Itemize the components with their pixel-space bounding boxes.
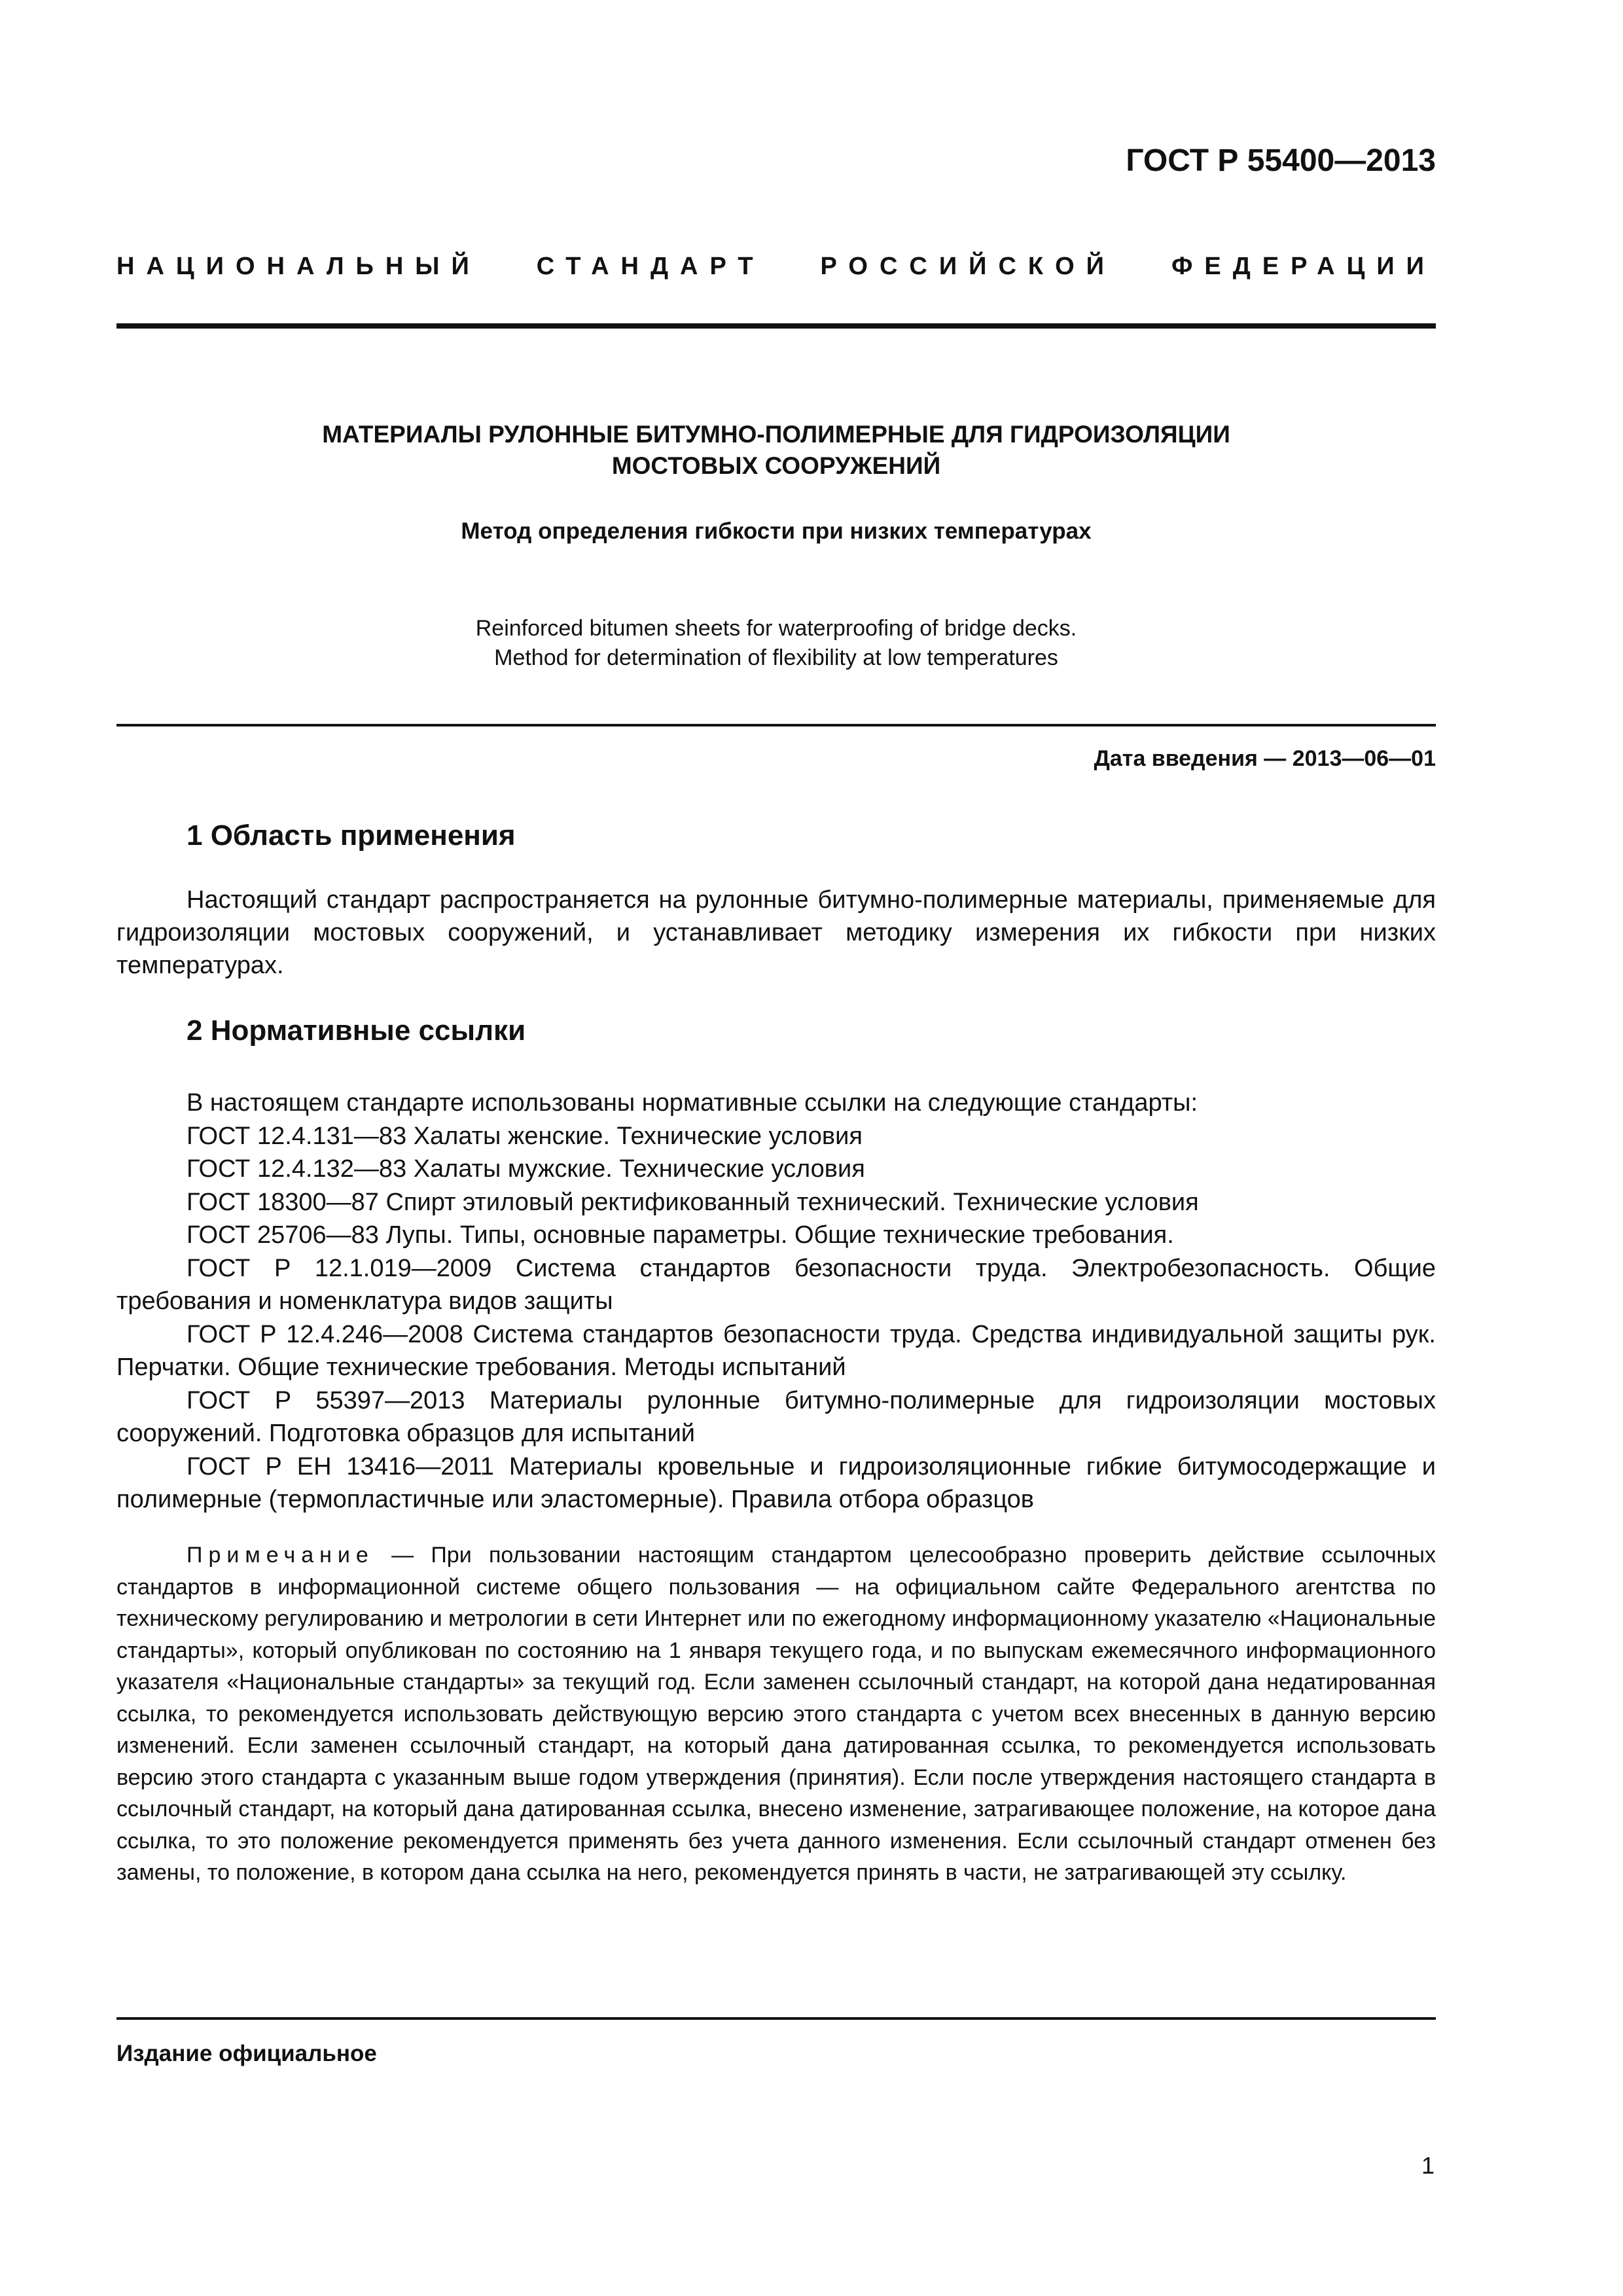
section-1-paragraph: Настоящий стандарт распространяется на рулонные битумно-полимерные материалы, применяемые для гидроизоляции мостовых сооружений, и устанавливает методику измерения их гибкости при низких температурах. (116, 886, 1436, 979)
note-paragraph (116, 1539, 1436, 1889)
note-block (116, 1539, 1436, 1889)
english-title-line-2: Method for determination of flexibility at low temperatures (494, 645, 1058, 670)
gost-number: ГОСТ Р 55400—2013 (1126, 143, 1436, 178)
document-subtitle: Метод определения гибкости при низких температурах (461, 518, 1092, 544)
header-divider (116, 323, 1436, 329)
references-intro: В настоящем стандарте использованы нормативные ссылки на следующие стандарты: (187, 1089, 1198, 1117)
reference-item: ГОСТ 18300—87 Спирт этиловый ректификованный технический. Технические условия (187, 1188, 1199, 1216)
english-title-line-1: Reinforced bitumen sheets for waterproofing of bridge decks. (475, 616, 1077, 641)
date-of-introduction: Дата введения — 2013—06—01 (1094, 746, 1436, 771)
section-2-heading: 2 Нормативные ссылки (187, 1014, 526, 1047)
reference-item: ГОСТ 25706—83 Лупы. Типы, основные параметры. Общие технические требования. (187, 1221, 1174, 1249)
footer-divider (116, 2017, 1436, 2020)
title-divider (116, 724, 1436, 726)
reference-item: ГОСТ Р ЕН 13416—2011 Материалы кровельные и гидроизоляционные гибкие битумосодержащие и полимерные (термопластичные или эластомерные). Правила отбора образцов (116, 1452, 1436, 1513)
reference-item: ГОСТ 12.4.131—83 Халаты женские. Технические условия (187, 1122, 863, 1150)
section-2-body (116, 1086, 1436, 1516)
page-number: 1 (1421, 2152, 1435, 2179)
note-text: — При пользовании настоящим стандартом целесообразно проверить действие ссылочных стандартов в информационной системе общего пользования — на официальном сайте Федерального агентства по техническому регулированию и метрологии в сети Интернет или по ежегодному информационному указателю «Национальные стандарты», который опубликован по состоянию на 1 января текущего года, и по выпускам ежемесячного информационного указателя «Национальные стандарты» за текущий год. Если заменен ссылочный стандарт, на которой дана недатированная ссылка, то рекомендуется использовать действующую версию этого стандарта с учетом всех внесенных в данную версию изменений. Если заменен ссылочный стандарт, на который дана датированная ссылка, то рекомендуется использовать версию этого стандарта с указанным выше годом утверждения (принятия). Если после утверждения настоящего стандарта в ссылочный стандарт, на который дана датированная ссылка, внесено изменение, затрагивающее положение, на которое дана ссылка, то это положение рекомендуется применять без учета данного изменения. Если ссылочный стандарт отменен без замены, то положение, в котором дана ссылка на него, рекомендуется принять в части, не затрагивающей эту ссылку. (116, 1543, 1436, 1885)
reference-item: ГОСТ Р 12.1.019—2009 Система стандартов безопасности труда. Электробезопасность. Общие требования и номенклатура видов защиты (116, 1254, 1436, 1315)
document-title (116, 419, 1436, 482)
reference-item: ГОСТ Р 55397—2013 Материалы рулонные битумно-полимерные для гидроизоляции мостовых сооружений. Подготовка образцов для испытаний (116, 1386, 1436, 1447)
title-line-1: МАТЕРИАЛЫ РУЛОННЫЕ БИТУМНО-ПОЛИМЕРНЫЕ ДЛЯ ГИДРОИЗОЛЯЦИИ (322, 421, 1230, 448)
section-1-body (116, 884, 1436, 982)
edition-label: Издание официальное (116, 2041, 377, 2066)
reference-item: ГОСТ Р 12.4.246—2008 Система стандартов безопасности труда. Средства индивидуальной защиты рук. Перчатки. Общие технические требования. Методы испытаний (116, 1320, 1436, 1381)
section-1-heading: 1 Область применения (187, 819, 516, 852)
reference-item: ГОСТ 12.4.132—83 Халаты мужские. Технические условия (187, 1155, 865, 1183)
title-line-2: МОСТОВЫХ СООРУЖЕНИЙ (611, 452, 941, 479)
english-title (116, 614, 1436, 673)
note-label: Примечание (187, 1543, 374, 1568)
national-standard-banner: НАЦИОНАЛЬНЫЙ СТАНДАРТ РОССИЙСКОЙ ФЕДЕРАЦИИ (116, 253, 1436, 280)
